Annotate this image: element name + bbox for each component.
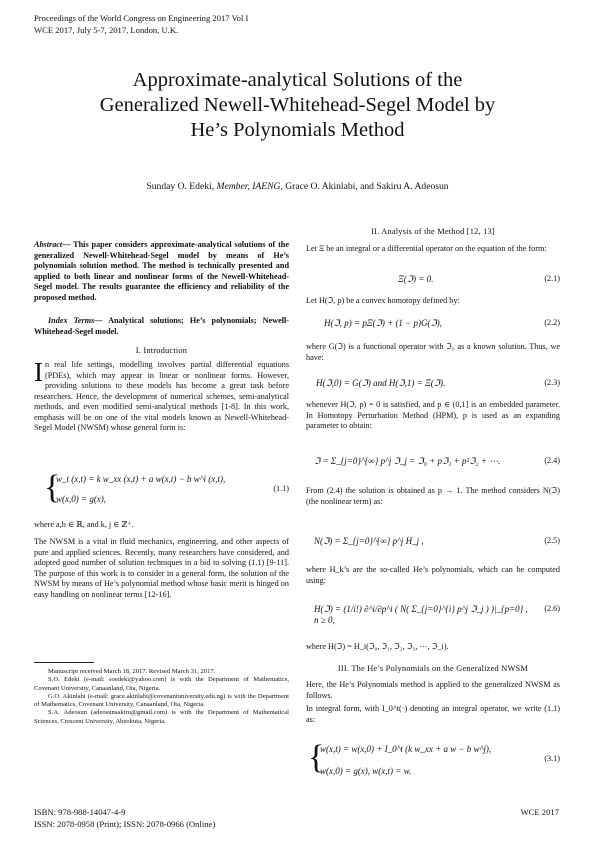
section-3-p1: Here, the He’s Polynomials method is applied to the generalized NWSM as follows. <box>306 680 560 700</box>
footer-conference: WCE 2017 <box>520 807 559 817</box>
title-line-3: He’s Polynomials Method <box>190 119 405 141</box>
index-terms <box>34 316 289 337</box>
footer-isbn: ISBN: 978-988-14047-4-9 <box>34 807 126 817</box>
footnote-1: Manuscript received March 18, 2017. Revised March 31, 2017. <box>48 668 216 675</box>
index-terms-label: Index Terms <box>48 316 95 325</box>
section-2-heading: II. Analysis of the Method [12, 13] <box>371 227 495 236</box>
equation-2-6 <box>306 604 560 626</box>
page-footer <box>34 806 215 830</box>
eq-3-1-line-b: w(x,0) = g(x), w(x,t) = w. <box>320 766 412 776</box>
intro-where: where a,b ∈ ℝ, and k, j ∈ ℤ⁺. <box>34 520 134 529</box>
footer-issn: ISSN: 2078-0958 (Print); ISSN: 2078-0966 (Online) <box>34 819 216 829</box>
title-line-2: Generalized Newell-Whitehead-Segel Model by <box>99 94 496 116</box>
title-line-1: Approximate-analytical Solutions of the <box>132 69 463 91</box>
eq-1-1-line-b: w(x,0) = g(x), <box>56 494 107 504</box>
eq-2-5-number: (2.5) <box>544 536 560 545</box>
equation-2-4 <box>306 456 560 474</box>
equation-3-1: { w(x,t) = w(x,0) + I_0^t (k w_xx + a w − b w^j), w(x,0) = g(x), w(x,t) = w. (3.1) <box>308 739 560 776</box>
author-1: Sunday O. Edeki, <box>146 181 217 192</box>
author-1-role: Member, IAENG <box>216 181 281 192</box>
eq-2-3-body: H(ℑ,0) = G(ℑ) and H(ℑ,1) = Ξ(ℑ). <box>316 378 446 388</box>
abstract-text: — This paper considers approximate-analytical solutions of the generalized Newell-Whitehead-Segel model by means of He’s polynomials solution method. The method is technically presented and applied to both linear and nonlinear forms of the Newell-Whitehead-Segel model. The results guarantee the efficiency and reliability of the proposed method. <box>34 240 289 302</box>
equation-2-3 <box>306 378 560 392</box>
footnote-rule <box>34 662 94 663</box>
eq-1-1-line-a: w_t (x,t) = k w_xx (x,t) + a w(x,t) − b w^i (x,t), <box>56 474 226 484</box>
section-2-p7: where H(ℑ) = H_i(ℑ₀, ℑ₁, ℑ₂, ℑ₃, ⋯, ℑ_i). <box>306 642 449 651</box>
abstract <box>34 240 289 303</box>
footnote-3: G.O. Akinlabi (e-mail: grace.akinlabi@covenantuniversity.edu.ng) is with the Department of Mathematics, Covenant University, Canaanland, Ota, Nigeria. <box>34 692 289 709</box>
header-line-1: Proceedings of the World Congress on Engineering 2017 Vol I <box>34 13 249 23</box>
eq-3-1-number: (3.1) <box>544 754 560 763</box>
equation-2-2 <box>306 318 560 332</box>
abstract-label: Abstract <box>34 240 63 249</box>
section-2-p3: where G(ℑ) is a functional operator with ℑ₀ as a known solution. Thus, we have: <box>306 342 560 362</box>
footnote-2: S.O. Edeki (e-mail: soedeki@yahoo.com) is with the Department of Mathematics, Covenant University, Canaanland, Ota, Nigeria. <box>34 676 289 692</box>
equation-2-5 <box>306 536 560 554</box>
eq-2-2-body: H(ℑ, p) = pΞ(ℑ) + (1 − p)G(ℑ), <box>324 318 443 328</box>
eq-2-4-number: (2.4) <box>544 456 560 465</box>
eq-2-1-body: Ξ(ℑ) = 0. <box>398 274 434 284</box>
intro-paragraph-1 <box>34 357 289 434</box>
header-line-2: WCE 2017, July 5-7, 2017, London, U.K. <box>34 25 179 35</box>
intro-paragraph-2: The NWSM is a vital in fluid mechanics, engineering, and other aspects of pure and applied sciences. Recently, many researchers have considered, and adopted good number of solution techniques in a bid to solving (1.1) [9-11]. The purpose of this work is to consider in a general form, the solution of the NWSM by means of He’s polynomial method whose basic merit is hinged on easy handling on nonlinear terms [12-16]. <box>34 537 289 599</box>
paper-title <box>40 68 555 143</box>
section-2-p5: From (2.4) the solution is obtained as p → 1. The method considers N(ℑ) (the nonlinear term) as: <box>306 486 560 506</box>
eq-2-1-number: (2.1) <box>544 274 560 283</box>
eq-2-5-body: N(ℑ) = Σ_{j=0}^{∞} p^j H_j , <box>314 536 424 546</box>
eq-3-1-line-a: w(x,t) = w(x,0) + I_0^t (k w_xx + a w − b w^j), <box>320 744 492 754</box>
eq-2-4-body: ℑ = Σ_{j=0}^{∞} p^j ℑ_j = ℑ₀ + pℑ₁ + p²ℑ₂ + ⋯. <box>314 456 501 466</box>
section-3-heading: III. The He’s Polynomials on the Generalized NWSM <box>337 664 529 673</box>
section-2-p4: whenever H(ℑ, p) = 0 is satisfied, and p ∈ (0,1] is an embedded parameter. In Homotopy Perturbation Method (HPM), p is used as an expanding parameter to obtain: <box>306 400 560 430</box>
section-3-p2: In integral form, with I_0^t(·) denoting an integral operator, we write (1.1) as: <box>306 704 560 724</box>
eq-2-3-number: (2.3) <box>544 378 560 387</box>
author-line <box>40 181 555 192</box>
equation-1-1: { w_t (x,t) = k w_xx (x,t) + a w(x,t) − b w^i (x,t), w(x,0) = g(x), (1.1) <box>44 469 289 506</box>
intro-heading: I. Introduction <box>135 346 188 355</box>
footnote-4: S.A. Adeosun (adeosunsakiru@gmail.com) is with the Department of Mathematical Sciences, Crescent University, Abeokuta, Nigeria. <box>34 709 289 725</box>
section-2-p2: Let H(ℑ, p) be a convex homotopy defined by: <box>306 296 460 305</box>
index-terms-text: — Analytical solutions; He’s polynomials; Newell-Whitehead-Segel model. <box>34 316 289 336</box>
eq-2-2-number: (2.2) <box>544 318 560 327</box>
footnotes <box>34 668 289 726</box>
intro-text-1: n real life settings, modelling involves partial differential equations (PDEs), which may appear in linear or nonlinear forms. However, providing solutions to these models has become a great task before researchers. Hence, the development of numerical schemes, semi-analytical methods, and even modified semi-analytical methods [1-8]. In this work, emphasis will be on one of the vital models known as Newell-Whitehead-Segel Model (NWSM) whose general form is: <box>34 360 289 432</box>
other-authors: , Grace O. Akinlabi, and Sakiru A. Adeosun <box>280 181 449 192</box>
section-2-p6: where H_k’s are the so-called He’s polynomials, which can be computed using: <box>306 565 560 585</box>
equation-2-1 <box>306 274 560 288</box>
proceedings-header <box>34 12 248 36</box>
section-2-p1: Let Ξ be an integral or a differential operator on the equation of the form: <box>306 244 547 253</box>
eq-2-6-body: H(ℑ) = (1/i!) ∂^i/∂p^i ( N( Σ_{j=0}^{i} p^j ℑ_j ) )|_{p=0} , n ≥ 0, <box>314 604 528 625</box>
eq-2-6-number: (2.6) <box>544 604 560 613</box>
dropcap: I <box>34 357 43 387</box>
eq-1-1-number: (1.1) <box>273 484 289 493</box>
